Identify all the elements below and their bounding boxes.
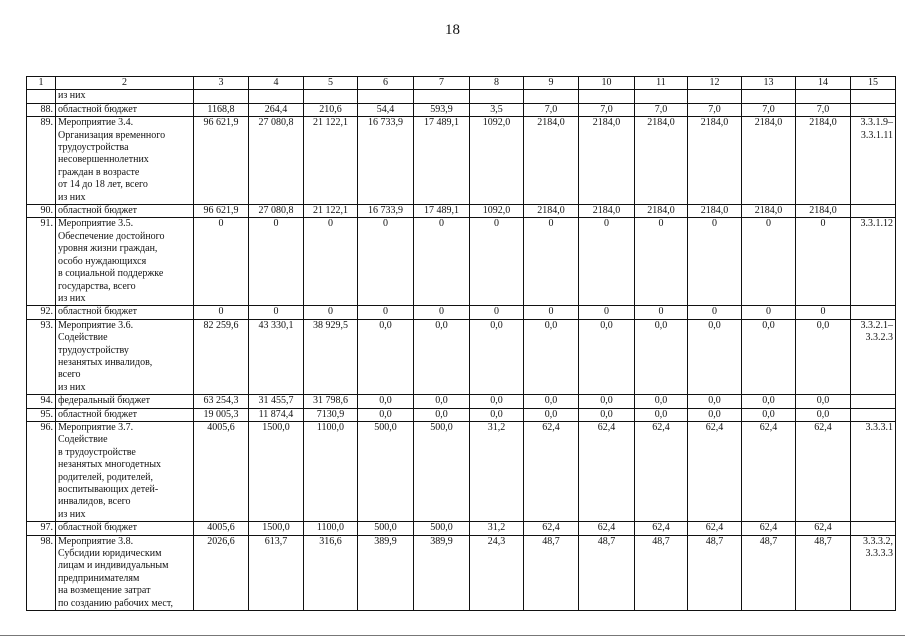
row-name bbox=[56, 535, 194, 610]
value-cell: 0,0 bbox=[358, 319, 414, 394]
value-cell: 0 bbox=[414, 218, 470, 306]
value-cell: 31,2 bbox=[470, 522, 524, 535]
value-cell: 1092,0 bbox=[470, 205, 524, 218]
row-name-line: из них bbox=[58, 191, 86, 203]
value-cell: 0 bbox=[688, 306, 742, 319]
value-cell: 0,0 bbox=[470, 408, 524, 421]
row-name bbox=[56, 205, 194, 218]
row-name bbox=[56, 117, 194, 205]
value-cell: 31 455,7 bbox=[249, 395, 304, 408]
row-number: 94. bbox=[27, 395, 56, 408]
value-cell: 0,0 bbox=[470, 319, 524, 394]
value-cell: 0,0 bbox=[688, 319, 742, 394]
row-name-line: лицам и индивидуальным bbox=[58, 560, 169, 572]
table-row bbox=[27, 408, 896, 421]
value-cell: 27 080,8 bbox=[249, 205, 304, 218]
row-name-line: трудоустройства bbox=[58, 142, 129, 154]
value-cell bbox=[635, 90, 688, 103]
value-cell: 0,0 bbox=[358, 408, 414, 421]
value-cell: 48,7 bbox=[524, 535, 579, 610]
column-header: 11 bbox=[635, 77, 688, 90]
row-name bbox=[56, 218, 194, 306]
row-number: 96. bbox=[27, 421, 56, 521]
value-cell: 0,0 bbox=[579, 319, 635, 394]
row-number: 90. bbox=[27, 205, 56, 218]
column-header: 8 bbox=[470, 77, 524, 90]
value-cell: 62,4 bbox=[579, 421, 635, 521]
value-cell: 24,3 bbox=[470, 535, 524, 610]
row-name-line: Обеспечение достойного bbox=[58, 230, 165, 242]
value-cell: 0 bbox=[796, 306, 851, 319]
value-cell: 0 bbox=[635, 218, 688, 306]
row-name-line: Организация временного bbox=[58, 129, 166, 141]
table-row bbox=[27, 117, 896, 205]
value-cell: 82 259,6 bbox=[194, 319, 249, 394]
row-name-line: трудоустройству bbox=[58, 344, 129, 356]
row-number: 88. bbox=[27, 103, 56, 116]
value-cell bbox=[358, 90, 414, 103]
row-name-line: Мероприятие 3.6. bbox=[58, 319, 134, 331]
value-cell: 0,0 bbox=[358, 395, 414, 408]
page-number: 18 bbox=[445, 22, 460, 38]
table-row bbox=[27, 535, 896, 610]
value-cell: 62,4 bbox=[796, 522, 851, 535]
row-name bbox=[56, 522, 194, 535]
budget-table bbox=[26, 76, 896, 611]
value-cell bbox=[414, 90, 470, 103]
value-cell: 0,0 bbox=[414, 395, 470, 408]
value-cell: 0 bbox=[635, 306, 688, 319]
value-cell: 0,0 bbox=[524, 319, 579, 394]
value-cell bbox=[688, 90, 742, 103]
value-cell: 62,4 bbox=[742, 522, 796, 535]
value-cell: 2184,0 bbox=[742, 205, 796, 218]
value-cell: 62,4 bbox=[688, 421, 742, 521]
row-name-line: родителей, родителей, bbox=[58, 471, 153, 483]
column-header: 13 bbox=[742, 77, 796, 90]
value-cell: 2184,0 bbox=[524, 117, 579, 205]
value-cell: 0 bbox=[524, 218, 579, 306]
value-cell: 1092,0 bbox=[470, 117, 524, 205]
indicator-code bbox=[851, 117, 896, 205]
indicator-code-line: 3.3.3.3 bbox=[865, 548, 893, 560]
indicator-code bbox=[851, 421, 896, 521]
value-cell: 0,0 bbox=[742, 408, 796, 421]
value-cell: 0 bbox=[304, 218, 358, 306]
value-cell bbox=[470, 90, 524, 103]
value-cell: 63 254,3 bbox=[194, 395, 249, 408]
value-cell bbox=[524, 90, 579, 103]
value-cell: 48,7 bbox=[635, 535, 688, 610]
value-cell: 0 bbox=[796, 218, 851, 306]
value-cell: 0 bbox=[194, 218, 249, 306]
row-name-line: из них bbox=[58, 292, 86, 304]
value-cell: 0 bbox=[579, 218, 635, 306]
row-name-line: незанятых инвалидов, bbox=[58, 356, 153, 368]
column-header: 4 bbox=[249, 77, 304, 90]
value-cell: 31,2 bbox=[470, 421, 524, 521]
value-cell: 0,0 bbox=[579, 408, 635, 421]
value-cell: 210,6 bbox=[304, 103, 358, 116]
value-cell: 0 bbox=[688, 218, 742, 306]
value-cell: 389,9 bbox=[358, 535, 414, 610]
value-cell: 0,0 bbox=[470, 395, 524, 408]
value-cell: 2184,0 bbox=[796, 117, 851, 205]
value-cell: 2184,0 bbox=[579, 205, 635, 218]
value-cell: 2026,6 bbox=[194, 535, 249, 610]
value-cell: 62,4 bbox=[688, 522, 742, 535]
column-header: 12 bbox=[688, 77, 742, 90]
row-number: 92. bbox=[27, 306, 56, 319]
value-cell: 2184,0 bbox=[579, 117, 635, 205]
row-number: 89. bbox=[27, 117, 56, 205]
row-name bbox=[56, 408, 194, 421]
value-cell: 500,0 bbox=[358, 522, 414, 535]
value-cell: 0,0 bbox=[796, 408, 851, 421]
value-cell: 62,4 bbox=[524, 421, 579, 521]
row-name-line: Мероприятие 3.5. bbox=[58, 218, 134, 230]
row-name-line: из них bbox=[58, 381, 86, 393]
row-name-line: незанятых многодетных bbox=[58, 459, 162, 471]
indicator-code bbox=[851, 218, 896, 306]
indicator-code bbox=[851, 395, 896, 408]
column-header: 14 bbox=[796, 77, 851, 90]
indicator-code bbox=[851, 306, 896, 319]
row-number: 97. bbox=[27, 522, 56, 535]
value-cell bbox=[796, 90, 851, 103]
row-name-line: уровня жизни граждан, bbox=[58, 243, 158, 255]
row-name bbox=[56, 319, 194, 394]
value-cell: 0,0 bbox=[796, 395, 851, 408]
value-cell: 1100,0 bbox=[304, 421, 358, 521]
value-cell: 16 733,9 bbox=[358, 205, 414, 218]
table-row bbox=[27, 522, 896, 535]
value-cell bbox=[249, 90, 304, 103]
indicator-code-line: 3.3.1.12 bbox=[860, 218, 893, 230]
row-number bbox=[27, 90, 56, 103]
row-name-line: инвалидов, всего bbox=[58, 496, 131, 508]
indicator-code-line: 3.3.1.9– bbox=[860, 117, 893, 129]
row-name bbox=[56, 421, 194, 521]
value-cell: 2184,0 bbox=[635, 117, 688, 205]
value-cell: 500,0 bbox=[414, 522, 470, 535]
indicator-code-line: 3.3.3.1 bbox=[865, 421, 893, 433]
value-cell: 2184,0 bbox=[742, 117, 796, 205]
row-name-line: несовершеннолетних bbox=[58, 154, 149, 166]
row-name-line: Субсидии юридическим bbox=[58, 548, 162, 560]
row-name-line: областной бюджет bbox=[58, 103, 138, 115]
row-name bbox=[56, 395, 194, 408]
value-cell: 7,0 bbox=[742, 103, 796, 116]
scan-edge-line bbox=[0, 635, 905, 636]
row-number: 98. bbox=[27, 535, 56, 610]
value-cell: 48,7 bbox=[742, 535, 796, 610]
row-name-line: всего bbox=[58, 369, 81, 381]
value-cell: 0,0 bbox=[524, 408, 579, 421]
value-cell: 0,0 bbox=[742, 319, 796, 394]
value-cell: 3,5 bbox=[470, 103, 524, 116]
value-cell: 62,4 bbox=[579, 522, 635, 535]
value-cell: 62,4 bbox=[635, 421, 688, 521]
value-cell: 0 bbox=[470, 218, 524, 306]
value-cell: 0 bbox=[742, 306, 796, 319]
table-header-row bbox=[27, 77, 896, 90]
value-cell: 38 929,5 bbox=[304, 319, 358, 394]
value-cell: 0,0 bbox=[742, 395, 796, 408]
value-cell: 7130,9 bbox=[304, 408, 358, 421]
row-name-line: областной бюджет bbox=[58, 408, 138, 420]
row-name-line: областной бюджет bbox=[58, 306, 138, 318]
value-cell: 0,0 bbox=[635, 395, 688, 408]
value-cell: 62,4 bbox=[635, 522, 688, 535]
row-name-line: в социальной поддержке bbox=[58, 268, 164, 280]
value-cell: 96 621,9 bbox=[194, 117, 249, 205]
indicator-code bbox=[851, 319, 896, 394]
value-cell: 4005,6 bbox=[194, 522, 249, 535]
row-name-line: Мероприятие 3.8. bbox=[58, 535, 134, 547]
row-number: 95. bbox=[27, 408, 56, 421]
row-name-line: Содействие bbox=[58, 332, 108, 344]
value-cell: 43 330,1 bbox=[249, 319, 304, 394]
table-row bbox=[27, 218, 896, 306]
value-cell: 48,7 bbox=[688, 535, 742, 610]
value-cell: 21 122,1 bbox=[304, 117, 358, 205]
value-cell: 19 005,3 bbox=[194, 408, 249, 421]
column-header: 2 bbox=[56, 77, 194, 90]
indicator-code bbox=[851, 522, 896, 535]
value-cell: 2184,0 bbox=[635, 205, 688, 218]
indicator-code-line: 3.3.2.3 bbox=[865, 332, 893, 344]
value-cell: 500,0 bbox=[414, 421, 470, 521]
indicator-code bbox=[851, 90, 896, 103]
value-cell: 0 bbox=[249, 218, 304, 306]
value-cell: 54,4 bbox=[358, 103, 414, 116]
table-row bbox=[27, 319, 896, 394]
value-cell: 7,0 bbox=[796, 103, 851, 116]
value-cell: 11 874,4 bbox=[249, 408, 304, 421]
indicator-code bbox=[851, 205, 896, 218]
value-cell: 48,7 bbox=[796, 535, 851, 610]
value-cell: 613,7 bbox=[249, 535, 304, 610]
column-header: 3 bbox=[194, 77, 249, 90]
row-name-line: из них bbox=[58, 90, 86, 102]
indicator-code-line: 3.3.2.1– bbox=[860, 319, 893, 331]
value-cell bbox=[742, 90, 796, 103]
row-name-line: по созданию рабочих мест, bbox=[58, 597, 173, 609]
value-cell bbox=[304, 90, 358, 103]
row-name-line: из них bbox=[58, 508, 86, 520]
value-cell: 2184,0 bbox=[796, 205, 851, 218]
value-cell bbox=[579, 90, 635, 103]
value-cell: 1100,0 bbox=[304, 522, 358, 535]
value-cell: 48,7 bbox=[579, 535, 635, 610]
value-cell: 7,0 bbox=[524, 103, 579, 116]
column-header: 15 bbox=[851, 77, 896, 90]
row-name bbox=[56, 103, 194, 116]
value-cell: 7,0 bbox=[579, 103, 635, 116]
value-cell: 0 bbox=[414, 306, 470, 319]
row-name-line: федеральный бюджет bbox=[58, 395, 151, 407]
column-header: 6 bbox=[358, 77, 414, 90]
value-cell: 0 bbox=[742, 218, 796, 306]
table-row bbox=[27, 103, 896, 116]
column-header: 1 bbox=[27, 77, 56, 90]
value-cell: 31 798,6 bbox=[304, 395, 358, 408]
value-cell: 500,0 bbox=[358, 421, 414, 521]
value-cell: 17 489,1 bbox=[414, 117, 470, 205]
column-header: 7 bbox=[414, 77, 470, 90]
value-cell: 0,0 bbox=[796, 319, 851, 394]
row-number: 93. bbox=[27, 319, 56, 394]
row-name-line: воспитывающих детей- bbox=[58, 484, 159, 495]
value-cell: 0,0 bbox=[579, 395, 635, 408]
value-cell: 16 733,9 bbox=[358, 117, 414, 205]
value-cell: 2184,0 bbox=[524, 205, 579, 218]
indicator-code bbox=[851, 408, 896, 421]
column-header: 9 bbox=[524, 77, 579, 90]
value-cell bbox=[194, 90, 249, 103]
row-name-line: особо нуждающихся bbox=[58, 255, 147, 267]
value-cell: 96 621,9 bbox=[194, 205, 249, 218]
row-name bbox=[56, 306, 194, 319]
value-cell: 0,0 bbox=[524, 395, 579, 408]
value-cell: 21 122,1 bbox=[304, 205, 358, 218]
value-cell: 62,4 bbox=[524, 522, 579, 535]
value-cell: 0,0 bbox=[414, 408, 470, 421]
value-cell: 0,0 bbox=[635, 319, 688, 394]
table-row bbox=[27, 395, 896, 408]
table-row bbox=[27, 421, 896, 521]
table-row bbox=[27, 205, 896, 218]
row-number: 91. bbox=[27, 218, 56, 306]
column-header: 10 bbox=[579, 77, 635, 90]
value-cell: 0,0 bbox=[414, 319, 470, 394]
row-name-line: государства, всего bbox=[58, 280, 136, 292]
value-cell: 0,0 bbox=[688, 395, 742, 408]
value-cell: 1500,0 bbox=[249, 522, 304, 535]
value-cell: 0 bbox=[194, 306, 249, 319]
value-cell: 7,0 bbox=[688, 103, 742, 116]
row-name-line: Мероприятие 3.4. bbox=[58, 117, 134, 129]
value-cell: 0 bbox=[358, 306, 414, 319]
value-cell: 62,4 bbox=[796, 421, 851, 521]
indicator-code-line: 3.3.3.2, bbox=[863, 535, 893, 547]
value-cell: 316,6 bbox=[304, 535, 358, 610]
indicator-code bbox=[851, 535, 896, 610]
table-row bbox=[27, 90, 896, 103]
row-name-line: областной бюджет bbox=[58, 522, 138, 534]
row-name-line: областной бюджет bbox=[58, 205, 138, 217]
value-cell: 593,9 bbox=[414, 103, 470, 116]
value-cell: 264,4 bbox=[249, 103, 304, 116]
value-cell: 0 bbox=[304, 306, 358, 319]
indicator-code bbox=[851, 103, 896, 116]
value-cell: 0 bbox=[470, 306, 524, 319]
value-cell: 389,9 bbox=[414, 535, 470, 610]
row-name-line: в трудоустройстве bbox=[58, 446, 136, 458]
row-name-line: Мероприятие 3.7. bbox=[58, 421, 134, 433]
row-name-line: граждан в возрасте bbox=[58, 166, 140, 178]
value-cell: 27 080,8 bbox=[249, 117, 304, 205]
value-cell: 0 bbox=[524, 306, 579, 319]
value-cell: 7,0 bbox=[635, 103, 688, 116]
row-name-line: на возмещение затрат bbox=[58, 585, 151, 597]
value-cell: 4005,6 bbox=[194, 421, 249, 521]
value-cell: 0,0 bbox=[688, 408, 742, 421]
value-cell: 0 bbox=[249, 306, 304, 319]
value-cell: 62,4 bbox=[742, 421, 796, 521]
column-header: 5 bbox=[304, 77, 358, 90]
row-name bbox=[56, 90, 194, 103]
value-cell: 1500,0 bbox=[249, 421, 304, 521]
table-row bbox=[27, 306, 896, 319]
value-cell: 0 bbox=[579, 306, 635, 319]
row-name-line: предпринимателям bbox=[58, 572, 140, 584]
value-cell: 1168,8 bbox=[194, 103, 249, 116]
value-cell: 2184,0 bbox=[688, 117, 742, 205]
row-name-line: Содействие bbox=[58, 434, 108, 446]
value-cell: 0 bbox=[358, 218, 414, 306]
value-cell: 17 489,1 bbox=[414, 205, 470, 218]
value-cell: 0,0 bbox=[635, 408, 688, 421]
row-name-line: от 14 до 18 лет, всего bbox=[58, 179, 148, 191]
value-cell: 2184,0 bbox=[688, 205, 742, 218]
indicator-code-line: 3.3.1.11 bbox=[860, 129, 893, 141]
